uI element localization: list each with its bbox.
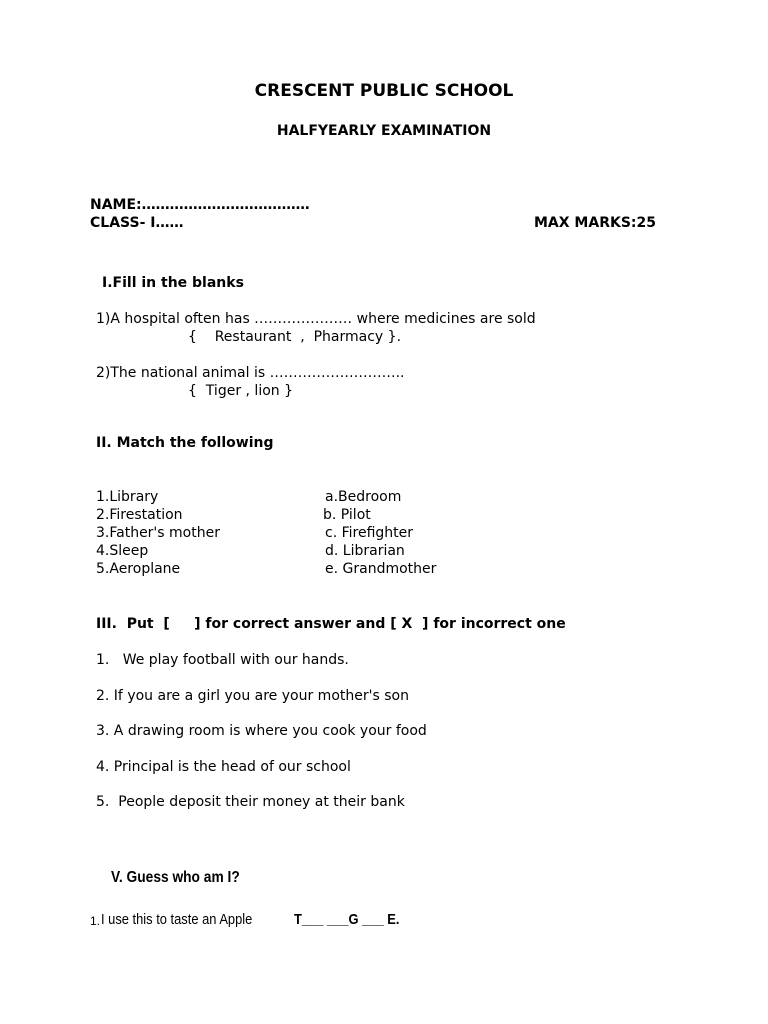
student-class: CLASS- I…… bbox=[90, 215, 184, 231]
section-5-heading: V. Guess who am I? bbox=[111, 869, 240, 886]
question-1-1-options: { Restaurant , Pharmacy }. bbox=[188, 329, 402, 345]
match-left-4: 4.Sleep bbox=[96, 543, 149, 559]
question-1-2-options: { Tiger , lion } bbox=[188, 383, 293, 399]
true-false-item-5: 5. People deposit their money at their bank bbox=[96, 794, 405, 810]
match-left-2: 2.Firestation bbox=[96, 507, 183, 523]
match-right-2: b. Pilot bbox=[323, 507, 371, 523]
question-5-1-answer: T___ ___G ___ E. bbox=[294, 911, 400, 928]
school-title: CRESCENT PUBLIC SCHOOL bbox=[254, 81, 514, 101]
max-marks: MAX MARKS:25 bbox=[534, 215, 656, 231]
true-false-item-3: 3. A drawing room is where you cook your food bbox=[96, 723, 427, 739]
section-2-heading: II. Match the following bbox=[96, 435, 274, 451]
match-right-1: a.Bedroom bbox=[325, 489, 402, 505]
question-1-1: 1)A hospital often has ………………… where medicines are sold bbox=[96, 311, 536, 327]
match-left-3: 3.Father's mother bbox=[96, 525, 220, 541]
true-false-item-2: 2. If you are a girl you are your mother's son bbox=[96, 688, 409, 704]
exam-title: HALFYEARLY EXAMINATION bbox=[276, 123, 492, 139]
student-name: NAME:……………………………… bbox=[90, 197, 310, 213]
section-1-heading: I.Fill in the blanks bbox=[102, 275, 244, 291]
true-false-item-1: 1. We play football with our hands. bbox=[96, 652, 349, 668]
section-3-heading: III. Put [ ] for correct answer and [ X ] for incorrect one bbox=[96, 616, 566, 632]
match-right-5: e. Grandmother bbox=[325, 561, 437, 577]
match-right-3: c. Firefighter bbox=[325, 525, 414, 541]
match-left-1: 1.Library bbox=[96, 489, 159, 505]
question-1-2: 2)The national animal is ……………………….. bbox=[96, 365, 405, 381]
question-5-1-number: 1. bbox=[90, 914, 101, 928]
true-false-item-4: 4. Principal is the head of our school bbox=[96, 759, 351, 775]
match-right-4: d. Librarian bbox=[325, 543, 405, 559]
match-left-5: 5.Aeroplane bbox=[96, 561, 181, 577]
question-5-1: I use this to taste an Apple bbox=[101, 911, 253, 928]
